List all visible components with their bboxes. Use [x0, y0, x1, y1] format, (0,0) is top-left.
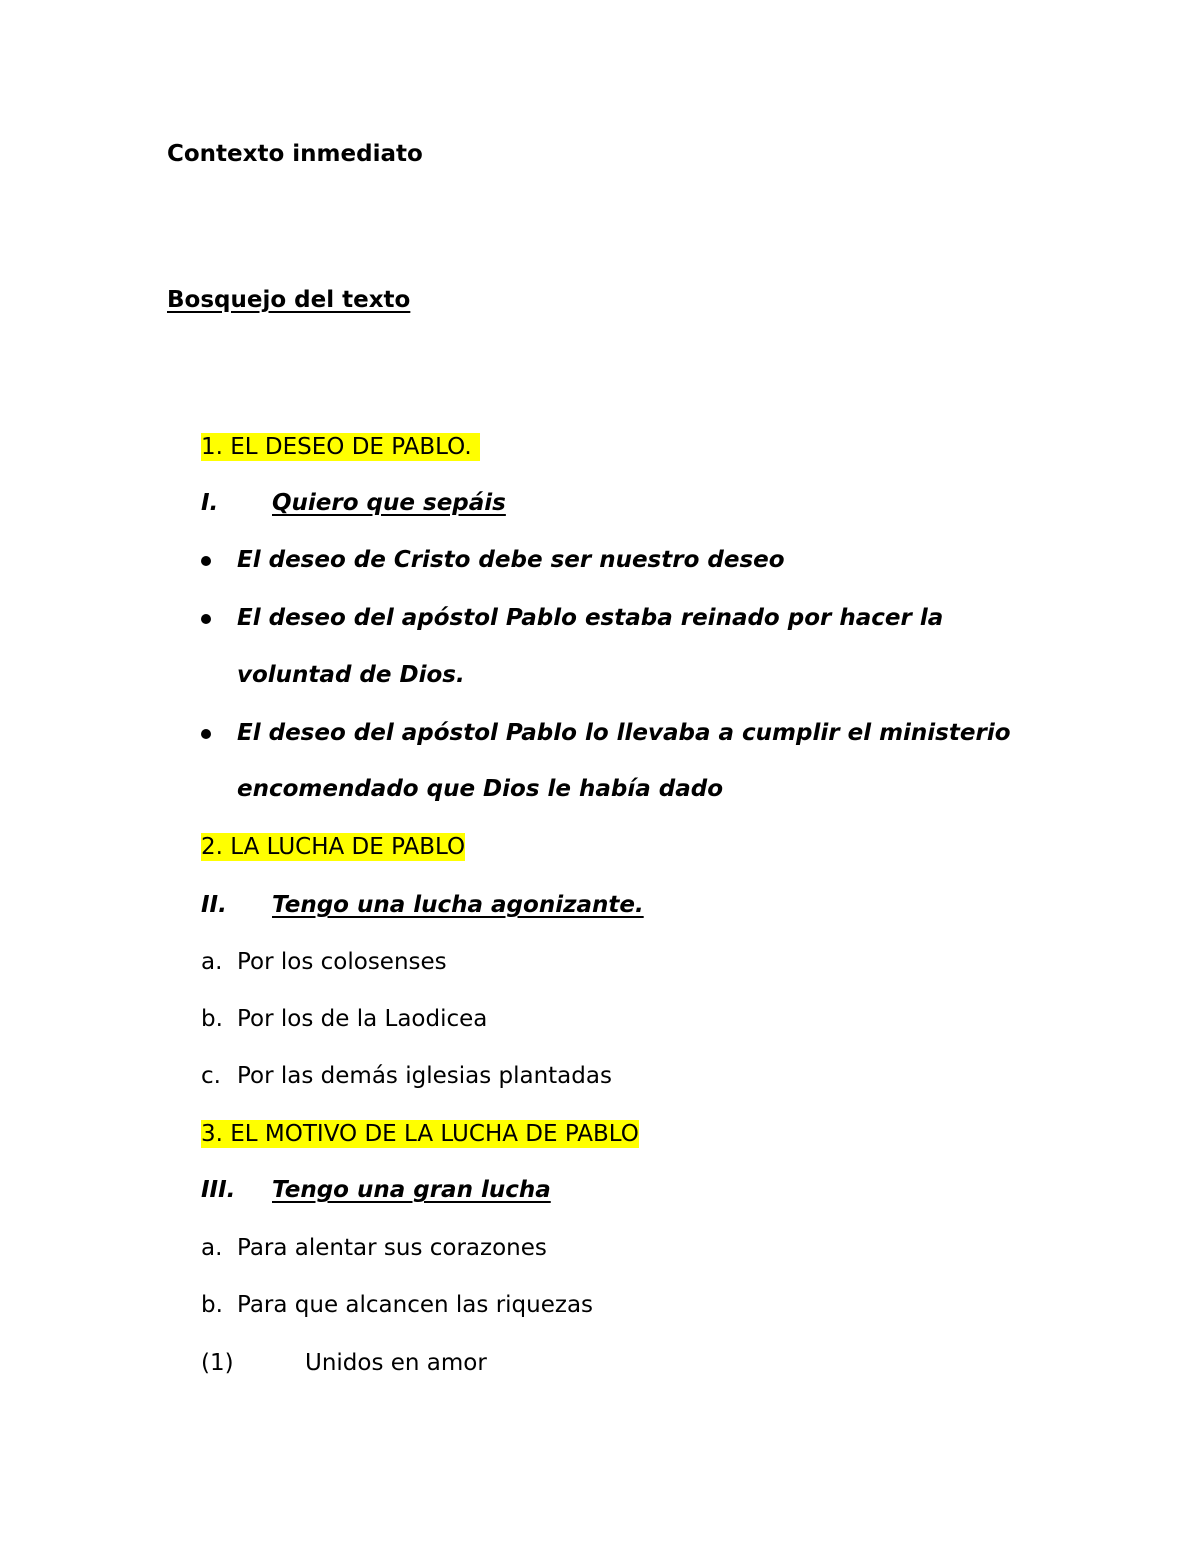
section-3-item-a-text: Para alentar sus corazones	[237, 1235, 547, 1261]
section-3-item-b-text: Para que alcancen las riquezas	[237, 1292, 594, 1318]
section-1-title-text: EL DESEO DE PABLO.	[230, 434, 472, 460]
section-2-title-text: LA LUCHA DE PABLO	[230, 834, 466, 860]
section-2-item-b-text: Por los de la Laodicea	[237, 1006, 488, 1032]
section-3-roman: III.	[201, 1177, 236, 1203]
bullet-2-dot	[201, 614, 211, 624]
section-1-subtitle: Quiero que sepáis	[272, 490, 506, 516]
section-2-item-c-text: Por las demás iglesias plantadas	[237, 1063, 612, 1089]
section-2-number: 2.	[201, 834, 223, 860]
bullet-2-text-continued: voluntad de Dios.	[237, 662, 465, 688]
bullet-2-text: El deseo del apóstol Pablo estaba reinado por hacer la	[237, 605, 944, 631]
bullet-3-dot	[201, 729, 211, 739]
section-3-item-b-letter: b.	[201, 1292, 223, 1318]
section-1-roman: I.	[201, 490, 219, 516]
section-2-title	[201, 833, 465, 861]
section-3-subitem-1-marker: (1)	[201, 1350, 234, 1376]
bullet-1-dot	[201, 556, 211, 566]
section-1-title	[201, 433, 480, 461]
bullet-3-text-continued: encomendado que Dios le había dado	[237, 776, 724, 802]
section-3-subitem-1-text: Unidos en amor	[305, 1350, 487, 1376]
section-3-title-text: EL MOTIVO DE LA LUCHA DE PABLO	[230, 1121, 639, 1147]
section-2-subtitle: Tengo una lucha agonizante.	[272, 892, 644, 918]
section-3-number: 3.	[201, 1121, 223, 1147]
section-2-item-a-text: Por los colosenses	[237, 949, 447, 975]
section-3-item-a-letter: a.	[201, 1235, 223, 1261]
section-2-item-b-letter: b.	[201, 1006, 223, 1032]
section-2-item-c-letter: c.	[201, 1063, 221, 1089]
section-3-subtitle: Tengo una gran lucha	[272, 1177, 551, 1203]
section-3-title	[201, 1120, 639, 1148]
section-1-number: 1.	[201, 434, 223, 460]
bullet-3-text: El deseo del apóstol Pablo lo llevaba a cumplir el ministerio	[237, 720, 1011, 746]
section-2-roman: II.	[201, 892, 227, 918]
heading-contexto: Contexto inmediato	[167, 141, 423, 167]
section-2-item-a-letter: a.	[201, 949, 223, 975]
bullet-1-text: El deseo de Cristo debe ser nuestro deseo	[237, 547, 785, 573]
heading-bosquejo: Bosquejo del texto	[167, 287, 411, 313]
